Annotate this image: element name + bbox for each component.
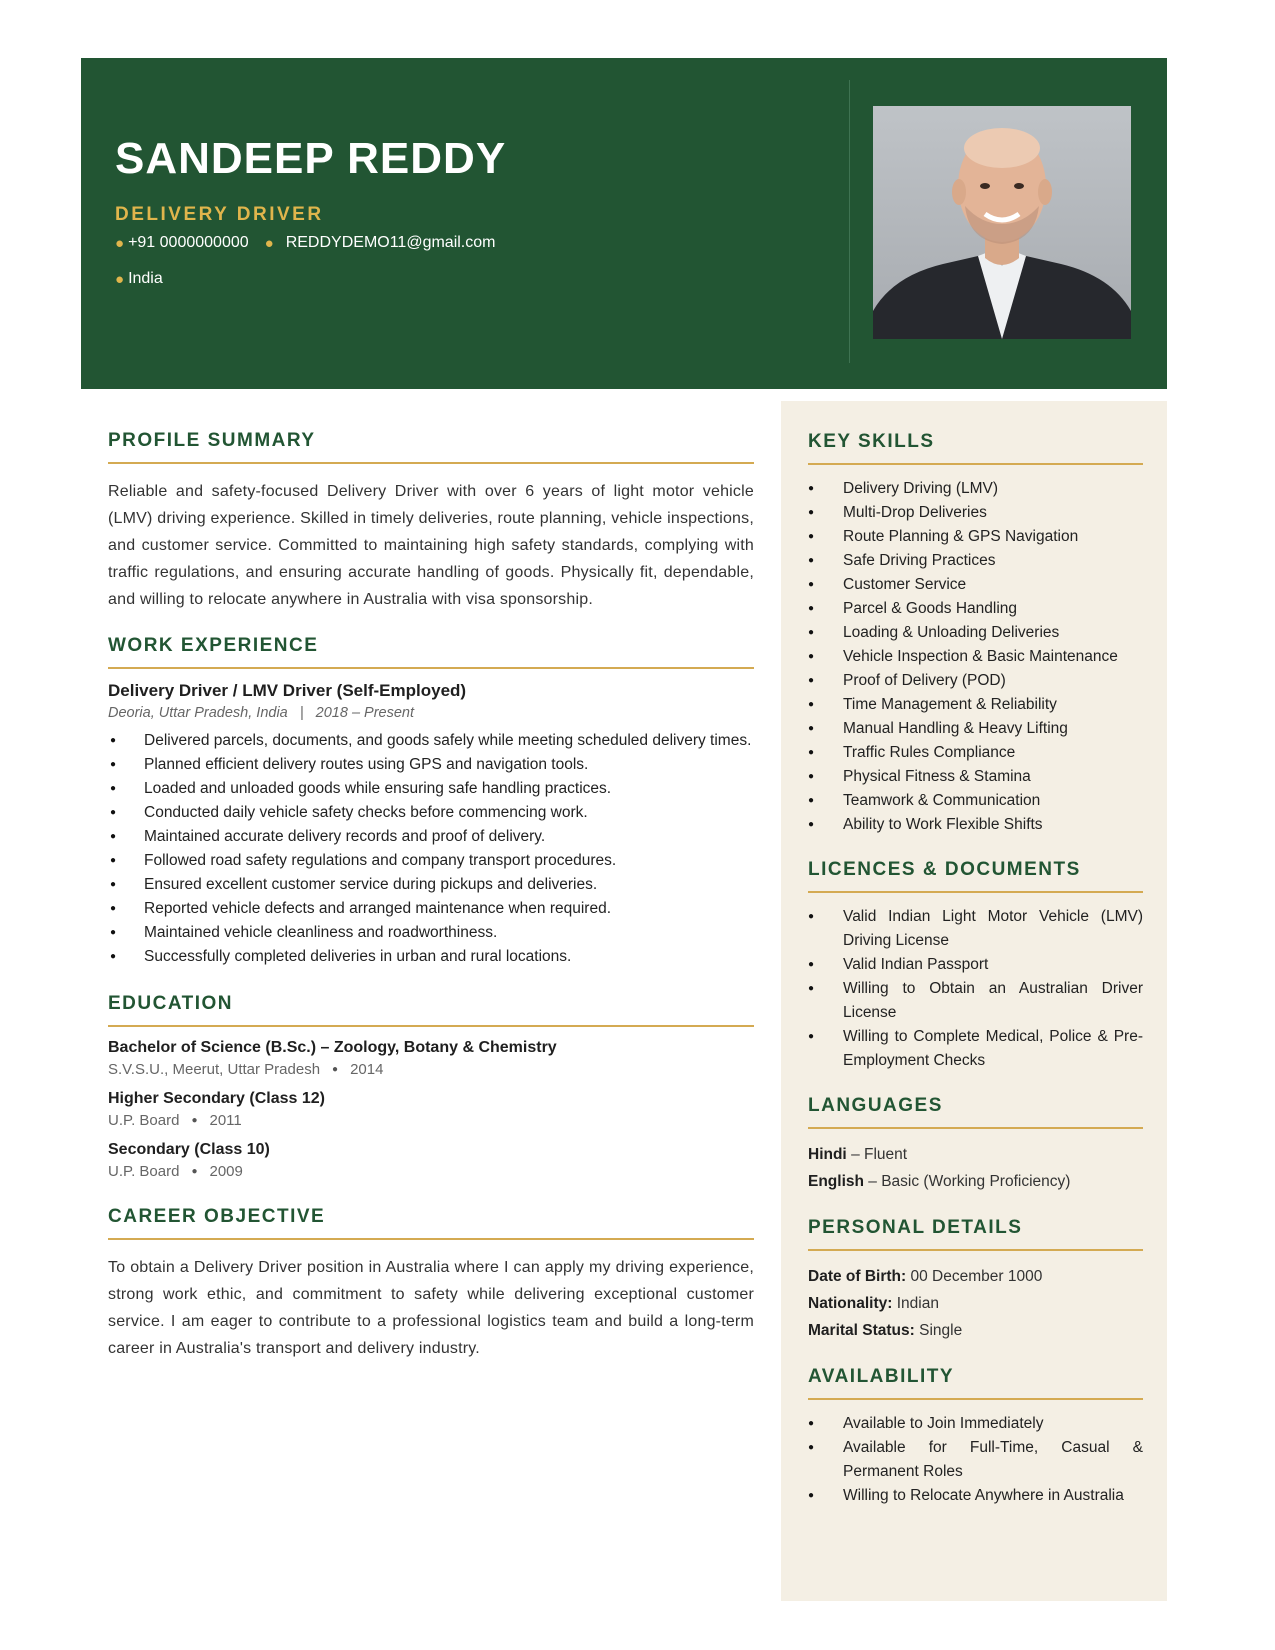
list-item: ● Valid Indian Light Motor Vehicle (LMV) Driving License [808, 905, 1143, 953]
availability-heading: AVAILABILITY [808, 1366, 1143, 1400]
list-item: ● Multi-Drop Deliveries [808, 501, 1143, 525]
contact-row-2 [115, 270, 163, 288]
header-divider [849, 80, 850, 363]
work-experience-section [108, 635, 754, 969]
education-item [108, 1141, 754, 1180]
list-item: ● Customer Service [808, 573, 1143, 597]
profile-photo [873, 106, 1131, 339]
marital-row [808, 1317, 1143, 1344]
institution: U.P. Board [108, 1112, 180, 1129]
languages-heading: LANGUAGES [808, 1095, 1143, 1129]
language-row [808, 1141, 1143, 1168]
list-item: ● Willing to Complete Medical, Police & Pre-Employment Checks [808, 1025, 1143, 1073]
resume-header [81, 58, 1167, 389]
bullet-icon: ● [191, 1115, 198, 1126]
education-meta [108, 1112, 754, 1129]
nationality-value: Indian [896, 1295, 939, 1312]
bullet-icon: ● [115, 270, 125, 288]
list-item: ● Willing to Relocate Anywhere in Australia [808, 1484, 1143, 1508]
bullet-icon: ● [115, 234, 125, 252]
licences-heading: LICENCES & DOCUMENTS [808, 859, 1143, 893]
list-item: ● Parcel & Goods Handling [808, 597, 1143, 621]
licences-list [808, 905, 1143, 1073]
list-item: ● Reported vehicle defects and arranged maintenance when required. [108, 897, 754, 921]
list-item: ● Maintained vehicle cleanliness and roadworthiness. [108, 921, 754, 945]
list-item: ● Loaded and unloaded goods while ensuring safe handling practices. [108, 777, 754, 801]
career-objective-text: To obtain a Delivery Driver position in Australia where I can apply my driving experience, strong work ethic, and commitment to safety while delivering exceptional customer service. I am eager to contribute to a professional logistics team and build a long-term career in Australia's transport and delivery industry. [108, 1259, 754, 1357]
language-name: Hindi [808, 1146, 847, 1163]
candidate-name: SANDEEP REDDY [115, 134, 507, 183]
list-item: ● Conducted daily vehicle safety checks before commencing work. [108, 801, 754, 825]
availability-section [808, 1366, 1143, 1508]
job-position: Delivery Driver / LMV Driver (Self-Employed) [108, 681, 467, 700]
sidebar-content [808, 431, 1143, 1530]
list-item: ● Valid Indian Passport [808, 953, 1143, 977]
year: 2014 [350, 1061, 384, 1078]
list-item: ● Available to Join Immediately [808, 1412, 1143, 1436]
languages-list [808, 1141, 1143, 1195]
key-skills-section [808, 431, 1143, 837]
key-skills-heading: KEY SKILLS [808, 431, 1143, 465]
education-section [108, 993, 754, 1180]
marital-label: Marital Status: [808, 1322, 915, 1339]
education-meta [108, 1061, 754, 1078]
language-name: English [808, 1173, 864, 1190]
personal-details-heading: PERSONAL DETAILS [808, 1217, 1143, 1251]
list-item: ● Manual Handling & Heavy Lifting [808, 717, 1143, 741]
nationality-label: Nationality: [808, 1295, 893, 1312]
degree-title: Secondary (Class 10) [108, 1141, 270, 1158]
education-item [108, 1039, 754, 1078]
education-item [108, 1090, 754, 1129]
degree-title: Bachelor of Science (B.Sc.) – Zoology, Botany & Chemistry [108, 1039, 557, 1056]
licences-section [808, 859, 1143, 1073]
dob-row [808, 1263, 1143, 1290]
education-meta [108, 1163, 754, 1180]
list-item: ● Delivered parcels, documents, and goods safely while meeting scheduled delivery times. [108, 729, 754, 753]
year: 2009 [209, 1163, 243, 1180]
skills-list [808, 477, 1143, 837]
profile-summary-text: Reliable and safety-focused Delivery Driver with over 6 years of light motor vehicle (LMV) driving experience. Skilled in timely deliveries, route planning, vehicle inspections, and customer service. Committed to maintaining high safety standards, complying with traffic regulations, and ensuring accurate handling of goods. Physically fit, dependable, and willing to relocate anywhere in Australia with visa sponsorship. [108, 483, 754, 608]
marital-value: Single [919, 1322, 963, 1339]
list-item: ● Followed road safety regulations and company transport procedures. [108, 849, 754, 873]
sidebar [781, 401, 1167, 1601]
work-experience-heading: WORK EXPERIENCE [108, 635, 754, 669]
list-item: ● Physical Fitness & Stamina [808, 765, 1143, 789]
list-item: ● Planned efficient delivery routes using GPS and navigation tools. [108, 753, 754, 777]
main-column [108, 430, 754, 1362]
institution: S.V.S.U., Meerut, Uttar Pradesh [108, 1061, 321, 1078]
nationality-row [808, 1290, 1143, 1317]
list-item: ● Proof of Delivery (POD) [808, 669, 1143, 693]
location: India [128, 270, 163, 287]
degree-title: Higher Secondary (Class 12) [108, 1090, 325, 1107]
career-objective-section [108, 1206, 754, 1362]
list-item: ● Willing to Obtain an Australian Driver License [808, 977, 1143, 1025]
profile-summary-section [108, 430, 754, 613]
list-item: ● Maintained accurate delivery records and proof of delivery. [108, 825, 754, 849]
personal-details-list [808, 1263, 1143, 1344]
list-item: ● Time Management & Reliability [808, 693, 1143, 717]
education-heading: EDUCATION [108, 993, 754, 1027]
dob-label: Date of Birth: [808, 1268, 907, 1285]
list-item: ● Loading & Unloading Deliveries [808, 621, 1143, 645]
experience-bullet-list [108, 729, 754, 969]
bullet-icon: ● [264, 234, 274, 252]
list-item: ● Ensured excellent customer service during pickups and deliveries. [108, 873, 754, 897]
bullet-icon: ● [332, 1064, 339, 1075]
list-item: ● Route Planning & GPS Navigation [808, 525, 1143, 549]
person-portrait-icon [873, 106, 1131, 339]
list-item: ● Available for Full-Time, Casual & Permanent Roles [808, 1436, 1143, 1484]
email-address: REDDYDEMO11@gmail.com [285, 234, 496, 251]
language-row [808, 1168, 1143, 1195]
bullet-icon: ● [191, 1166, 198, 1177]
list-item: ● Teamwork & Communication [808, 789, 1143, 813]
profile-summary-heading: PROFILE SUMMARY [108, 430, 754, 464]
language-level: – Basic (Working Proficiency) [868, 1173, 1071, 1190]
personal-details-section [808, 1217, 1143, 1344]
list-item: ● Safe Driving Practices [808, 549, 1143, 573]
list-item: ● Traffic Rules Compliance [808, 741, 1143, 765]
list-item: ● Delivery Driving (LMV) [808, 477, 1143, 501]
languages-section [808, 1095, 1143, 1195]
year: 2011 [209, 1112, 242, 1129]
dob-value: 00 December 1000 [910, 1268, 1043, 1285]
institution: U.P. Board [108, 1163, 180, 1180]
availability-list [808, 1412, 1143, 1508]
job-location-dates: Deoria, Uttar Pradesh, India | 2018 – Present [108, 705, 415, 721]
list-item: ● Successfully completed deliveries in urban and rural locations. [108, 945, 754, 969]
list-item: ● Ability to Work Flexible Shifts [808, 813, 1143, 837]
job-title: DELIVERY DRIVER [115, 204, 324, 225]
career-objective-heading: CAREER OBJECTIVE [108, 1206, 754, 1240]
phone-number: +91 0000000000 [128, 234, 249, 251]
language-level: – Fluent [851, 1146, 908, 1163]
list-item: ● Vehicle Inspection & Basic Maintenance [808, 645, 1143, 669]
contact-row-1 [115, 234, 495, 252]
